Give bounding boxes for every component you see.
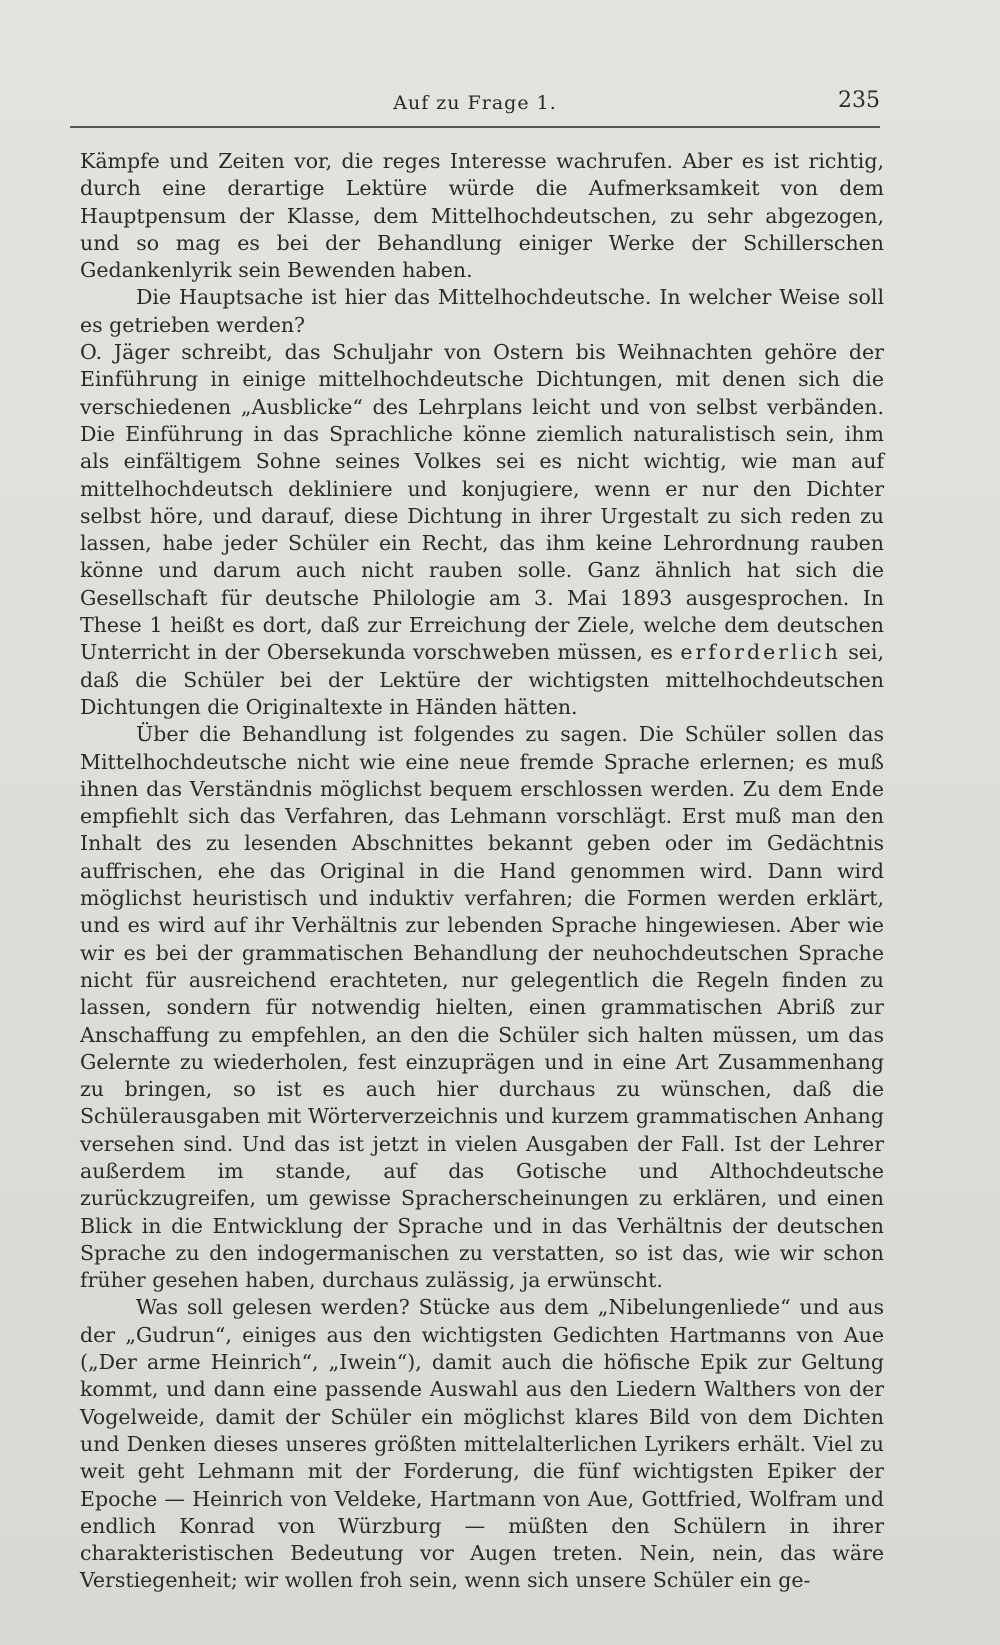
- paragraph: Über die Behandlung ist folgendes zu sagen. Die Schüler sollen das Mittelhochdeutsche nicht wie eine neue fremde Sprache erlernen; es muß ihnen das Verständnis möglichst bequem erschlossen werden. Zu dem Ende empfiehlt sich das Verfahren, das Lehmann vorschlägt. Erst muß man den Inhalt des zu lesenden Abschnittes bekannt geben oder im Gedächtnis auffrischen, ehe das Original in die Hand genommen wird. Dann wird möglichst heuristisch und induktiv verfahren; die Formen werden erklärt, und es wird auf ihr Verhältnis zur lebenden Sprache hingewiesen. Aber wie wir es bei der grammatischen Behandlung der neuhochdeutschen Sprache nicht für ausreichend erachteten, nur gelegentlich die Regeln finden zu lassen, sondern für notwendig hielten, einen grammatischen Abriß zur Anschaffung zu empfehlen, an den die Schüler sich halten müssen, um das Gelernte zu wiederholen, fest einzuprägen und in eine Art Zusammenhang zu bringen, so ist es auch hier durchaus zu wünschen, daß die Schülerausgaben mit Wörterverzeichnis und kurzem grammatischen Anhang versehen sind. Und das ist jetzt in vielen Ausgaben der Fall. Ist der Lehrer außerdem im stande, auf das Gotische und Althochdeutsche zurückzugreifen, um gewisse Spracherscheinungen zu erklären, und einen Blick in die Entwicklung der Sprache und in das Verhältnis der deutschen Sprache zu den indogermanischen zu verstatten, so ist das, wie wir schon früher gesehen haben, durchaus zulässig, ja erwünscht.: [80, 722, 884, 1293]
- page-number: 235: [838, 88, 880, 113]
- body-text: [80, 148, 884, 1595]
- emphasized-word: erforderlich: [680, 640, 841, 665]
- paragraph: Kämpfe und Zeiten vor, die reges Interesse wachrufen. Aber es ist richtig, durch eine derartige Lektüre würde die Aufmerksamkeit von dem Hauptpensum der Klasse, dem Mittelhochdeutschen, zu sehr abgezogen, und so mag es bei der Behandlung einiger Werke der Schillerschen Gedankenlyrik sein Bewenden haben.: [80, 149, 884, 283]
- paragraph: Was soll gelesen werden? Stücke aus dem „Nibelungenliede“ und aus der „Gudrun“, einiges aus den wichtigsten Gedichten Hartmanns von Aue („Der arme Heinrich“, „Iwein“), damit auch die höfische Epik zur Geltung kommt, und dann eine passende Auswahl aus den Liedern Walthers von der Vogelweide, damit der Schüler ein möglichst klares Bild von dem Dichten und Denken dieses unseres größten mittelalterlichen Lyrikers erhält. Viel zu weit geht Lehmann mit der Forderung, die fünf wichtigsten Epiker der Epoche — Heinrich von Veldeke, Hartmann von Aue, Gottfried, Wolfram und endlich Konrad von Würzburg — müßten den Schülern in ihrer charakteristischen Bedeutung vor Augen treten. Nein, nein, das wäre Verstiegenheit; wir wollen froh sein, wenn sich unsere Schüler ein ge-: [80, 1295, 884, 1593]
- running-title: Auf zu Frage 1.: [393, 92, 557, 114]
- paragraph-text-start: O. Jäger schreibt, das Schuljahr von Ostern bis Weihnachten gehöre der Einführung in einige mittelhochdeutsche Dichtungen, mit denen sich die verschiedenen „Ausblicke“ des Lehrplans leicht und von selbst verbänden. Die Einführung in das Sprachliche könne ziemlich naturalistisch sein, ihm als einfältigem Sohne seines Volkes sei es nicht wichtig, wie man auf mittelhochdeutsch dekliniere und konjugiere, wenn er nur den Dichter selbst höre, und darauf, diese Dichtung in ihrer Urgestalt zu sich reden zu lassen, habe jeder Schüler ein Recht, das ihm keine Lehrordnung rauben könne und darum auch nicht rauben solle. Ganz ähnlich hat sich die Gesellschaft für deutsche Philologie am 3. Mai 1893 ausgesprochen. In These 1 heißt es dort, daß zur Erreichung der Ziele, welche dem deutschen Unterricht in der Obersekunda vorschweben müssen, es: [80, 340, 884, 665]
- page-header: [70, 88, 880, 128]
- paragraph: [80, 339, 884, 721]
- paragraph: Die Hauptsache ist hier das Mittelhochdeutsche. In welcher Weise soll es getrieben werden?: [80, 285, 884, 337]
- paragraph-text-end: sei, daß die Schüler bei der Lektüre der wichtigsten mittelhochdeutschen Dichtungen die Originaltexte in Händen hätten.: [80, 640, 884, 719]
- header-rule: [70, 126, 880, 128]
